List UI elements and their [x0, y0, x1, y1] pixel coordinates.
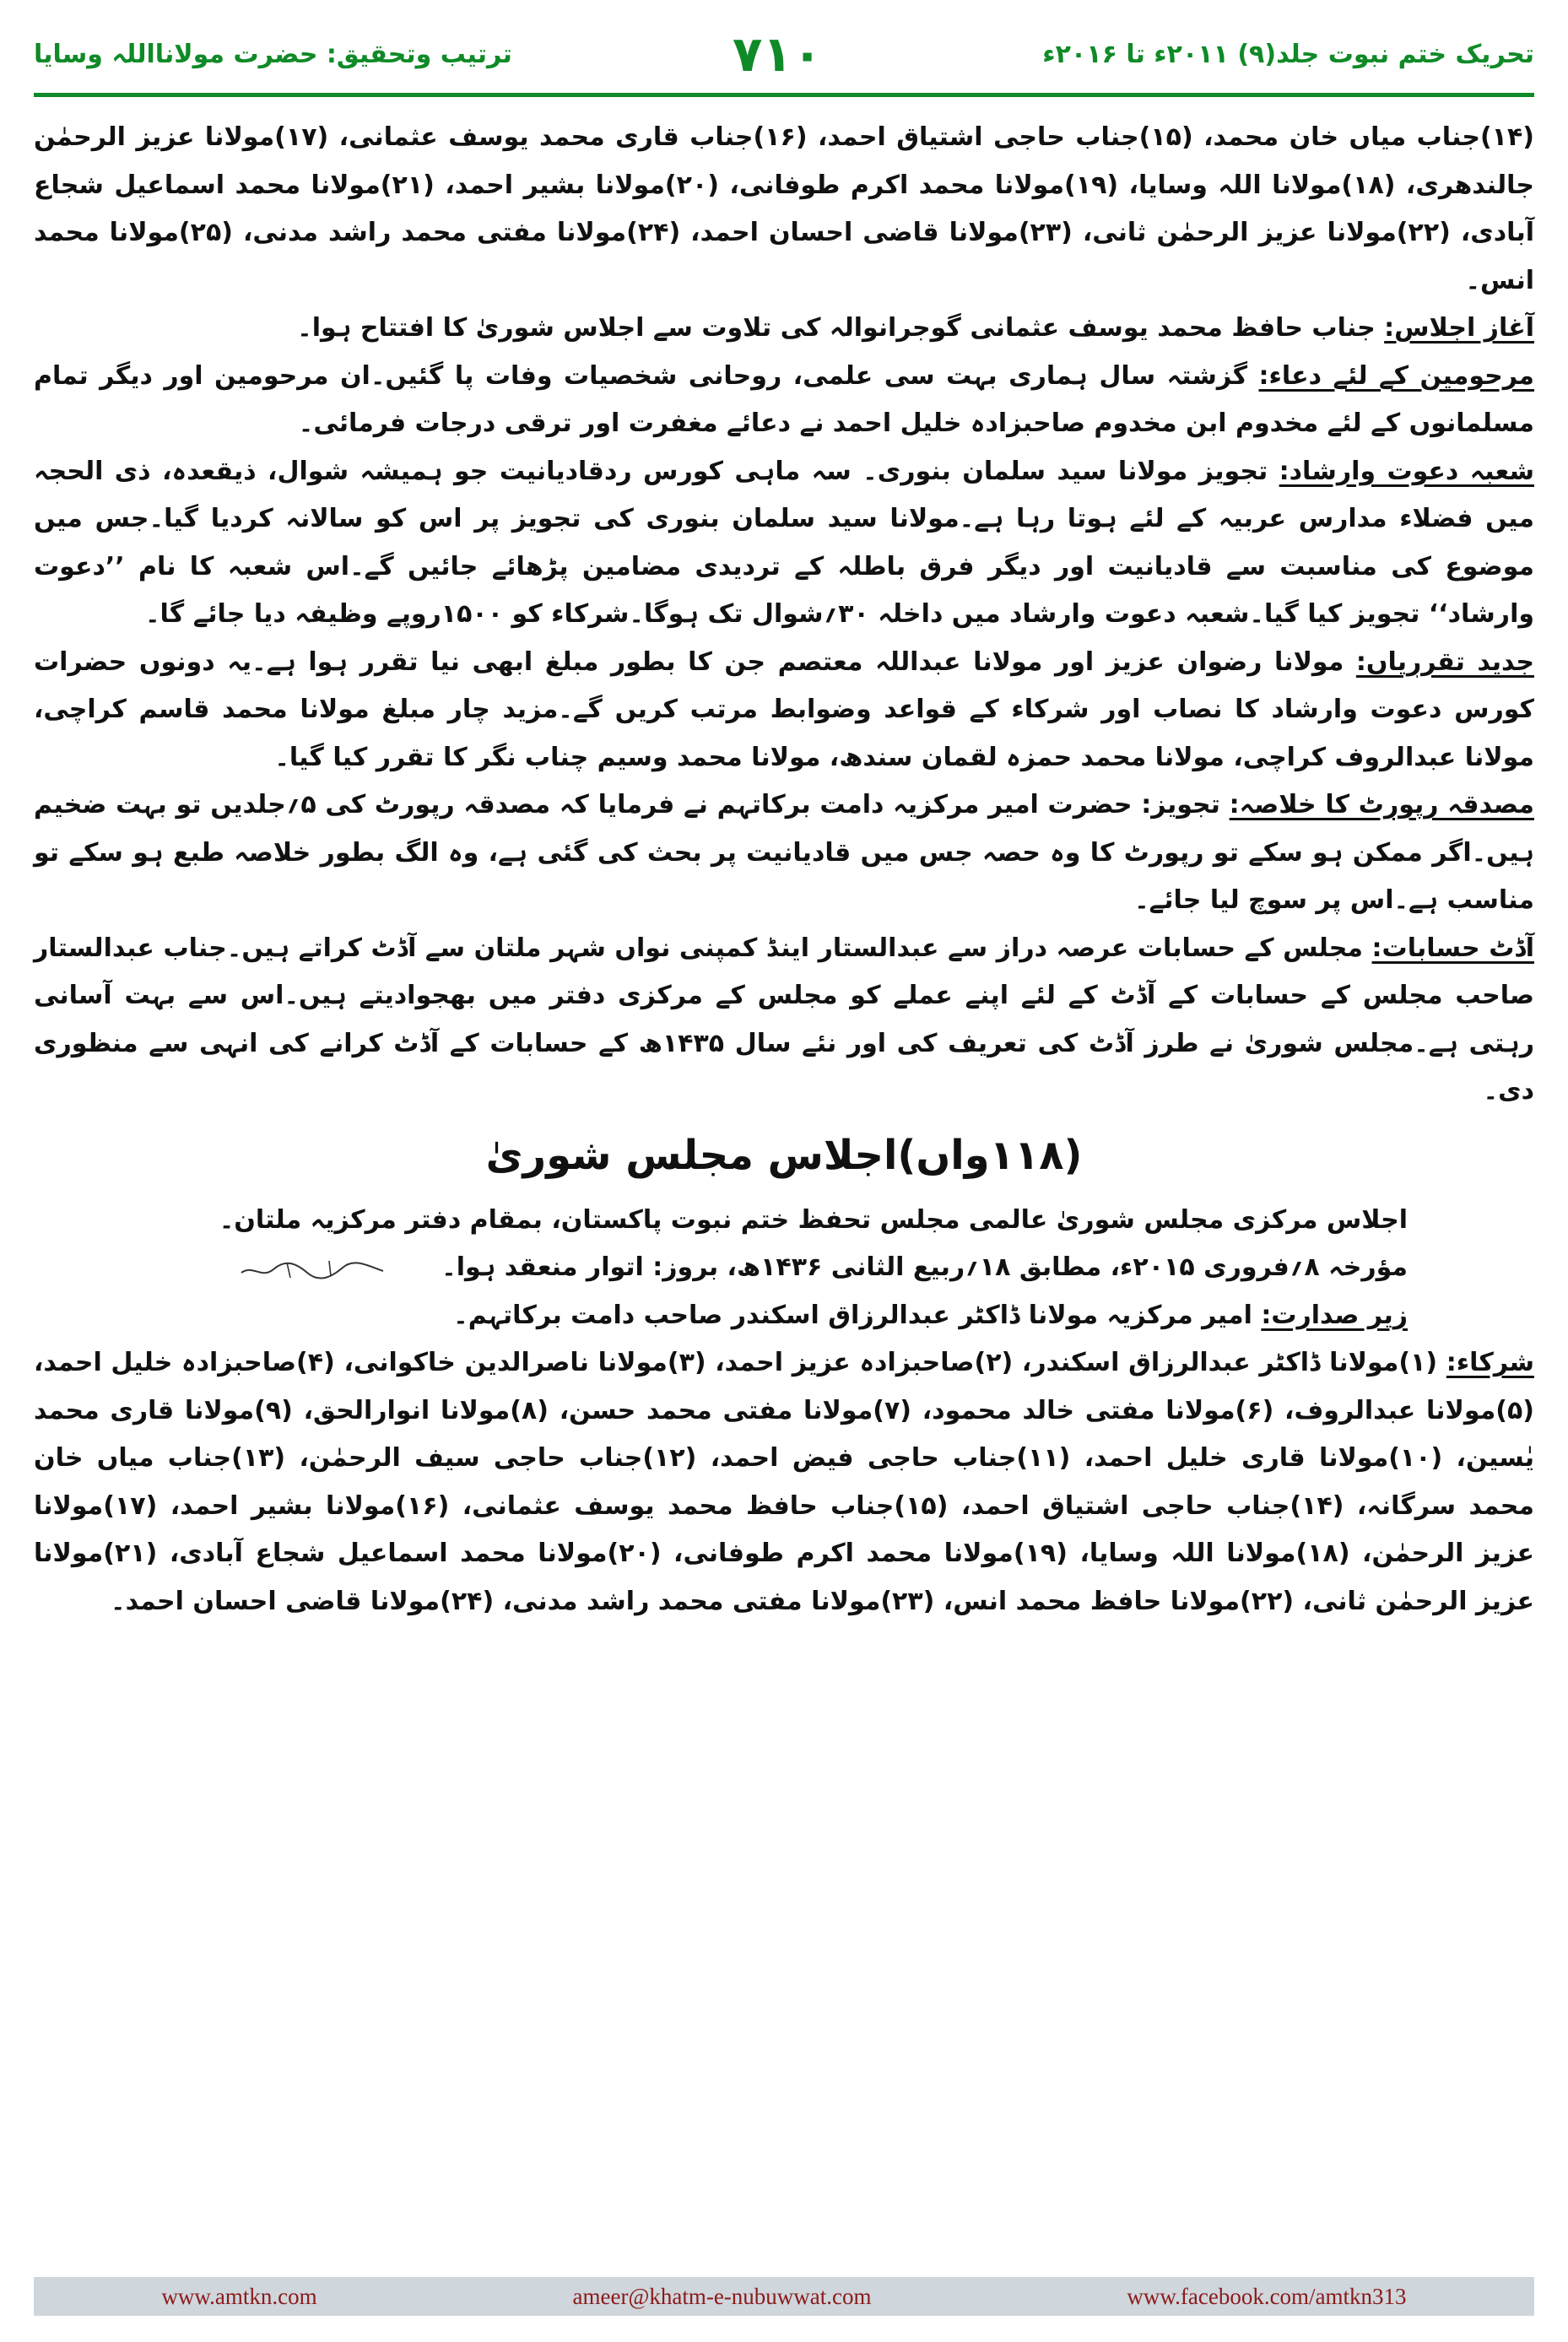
participants-section	[34, 1339, 1534, 1625]
audit-text: مجلس کے حسابات عرصہ دراز سے عبدالستار اینڈ کمپنی نواں شہر ملتان سے آڈٹ کراتے ہیں۔جناب عبدالستار صاحب مجلس کے حسابات کے آڈٹ کے لئے اپنے عملے کو مجلس کے مرکزی دفتر میں بھجوادیتے ہیں۔اس سے بہت آسانی رہتی ہے۔مجلس شوریٰ نے طرز آڈٹ کی تعریف کی اور نئے سال ۱۴۳۵ھ کے حسابات کے آڈٹ کرانے کی انہی سے منظوری دی۔	[34, 933, 1534, 1106]
page-number: ۷۱۰	[733, 25, 823, 83]
header-divider	[34, 93, 1534, 97]
audit-section	[34, 925, 1534, 1116]
appointments-label: جدید تقرریاں:	[1355, 646, 1534, 677]
footer-facebook-link[interactable]: www.facebook.com/amtkn313	[1127, 2283, 1407, 2309]
footer-website-link[interactable]: www.amtkn.com	[161, 2283, 317, 2309]
session-venue: اجلاس مرکزی مجلس شوریٰ عالمی مجلس تحفظ ختم نبوت پاکستان، بمقام دفتر مرکزیہ ملتان۔	[219, 1204, 1408, 1235]
dawat-text: تجویز مولانا سید سلمان بنوری۔ سہ ماہی کورس ردقادیانیت جو ہمیشہ شوال، ذیقعدہ، ذی الحجہ میں فضلاء مدارس عربیہ کے لئے ہوتا رہا ہے۔مولانا سید سلمان بنوری کی تجویز پر اس کو سالانہ کردیا گیا۔جس میں موضوع کی مناسبت سے قادیانیت اور دیگر فرق باطلہ کے تردیدی مضامین پڑھائے جائیں گے۔اس شعبہ کا نام ’’دعوت وارشاد‘‘ تجویز کیا گیا۔شعبہ دعوت وارشاد میں داخلہ ۳۰؍شوال تک ہوگا۔شرکاء کو ۱۵۰۰روپے وظیفہ دیا جائے گا۔	[34, 456, 1534, 629]
page-footer	[34, 2277, 1534, 2316]
prayer-text: گزشتہ سال ہماری بہت سی علمی، روحانی شخصیات وفات پا گئیں۔ان مرحومین اور دیگر تمام مسلمانوں کے لئے مخدوم ابن مخدوم صاحبزادہ خلیل احمد نے دعائے مغفرت اور ترقی درجات فرمائی۔	[34, 360, 1534, 438]
compiler-credit: ترتیب وتحقیق: حضرت مولانااللہ وسایا	[34, 39, 512, 69]
audit-label: آڈٹ حسابات:	[1371, 933, 1534, 963]
footer-email-link[interactable]: ameer@khatm-e-nubuwwat.com	[572, 2283, 872, 2309]
chair-section	[34, 1292, 1534, 1340]
opening-section	[34, 305, 1534, 353]
series-title: تحریک ختم نبوت جلد(۹) ۲۰۱۱ء تا ۲۰۱۶ء	[1042, 39, 1534, 69]
prayer-label: مرحومین کے لئے دعاء:	[1258, 360, 1534, 391]
report-text: تجویز: حضرت امیر مرکزیہ دامت برکاتہم نے فرمایا کہ مصدقہ رپورٹ کی ۵؍جلدیں تو بہت ضخیم ہیں۔اگر ممکن ہو سکے تو رپورٹ کا وہ حصہ جس میں قادیانیت پر بحث کی گئی ہے، وہ الگ بطور خلاصہ طبع ہو سکے تو مناسب ہے۔اس پر سوچ لیا جائے۔	[34, 790, 1534, 915]
report-section	[34, 782, 1534, 925]
page-header	[34, 20, 1534, 88]
participants-label: شرکاء:	[1446, 1348, 1535, 1377]
dawat-label: شعبہ دعوت وارشاد:	[1279, 456, 1534, 486]
session-date: مؤرخہ ۸؍فروری ۲۰۱۵ء، مطابق ۱۸؍ربیع الثانی ۱۴۳۶ھ، بروز: اتوار منعقد ہوا۔	[441, 1252, 1408, 1282]
page-body	[34, 114, 1534, 1625]
session-heading: (۱۱۸واں)اجلاس مجلس شوریٰ	[485, 1131, 1083, 1179]
opening-label: آغاز اجلاس:	[1384, 313, 1534, 343]
appointments-text: مولانا رضوان عزیز اور مولانا عبداللہ معتصم جن کا بطور مبلغ ابھی نیا تقرر ہوا ہے۔یہ دونوں حضرات کورس دعوت وارشاد کا نصاب اور شرکاء کے قواعد وضوابط مرتب کریں گے۔مزید چار مبلغ مولانا محمد قاسم کراچی، مولانا عبدالروف کراچی، مولانا محمد حمزہ لقمان سندھ، مولانا محمد وسیم چناب نگر کا تقرر کیا گیا۔	[34, 646, 1534, 772]
handwritten-signature	[236, 1258, 388, 1283]
opening-text: جناب حافظ محمد یوسف عثمانی گوجرانوالہ کی تلاوت سے اجلاس شوریٰ کا افتتاح ہوا۔	[297, 313, 1385, 343]
prayer-section	[34, 353, 1534, 448]
participants-text: (۱)مولانا ڈاکٹر عبدالرزاق اسکندر، (۲)صاحبزادہ عزیز احمد، (۳)مولانا ناصرالدین خاکوانی، (۴)صاحبزادہ خلیل احمد، (۵)مولانا عبدالروف، (۶)مولانا مفتی خالد محمود، (۷)مولانا مفتی محمد حسن، (۸)مولانا انوارالحق، (۹)مولانا قاری محمد یٰسین، (۱۰)مولانا قاری خلیل احمد، (۱۱)جناب حاجی فیض احمد، (۱۲)جناب حاجی سیف الرحمٰن، (۱۳)جناب میاں خان محمد سرگانہ، (۱۴)جناب حاجی اشتیاق احمد، (۱۵)جناب حافظ محمد یوسف عثمانی، (۱۶)مولانا بشیر احمد، (۱۷)مولانا عزیز الرحمٰن، (۱۸)مولانا اللہ وسایا، (۱۹)مولانا محمد اکرم طوفانی، (۲۰)مولانا محمد اسماعیل شجاع آبادی، (۲۱)مولانا عزیز الرحمٰن ثانی، (۲۲)مولانا حافظ محمد انس، (۲۳)مولانا مفتی محمد راشد مدنی، (۲۴)مولانا قاضی احسان احمد۔	[34, 1348, 1535, 1616]
chair-text: امیر مرکزیہ مولانا ڈاکٹر عبدالرزاق اسکندر صاحب دامت برکاتہم۔	[453, 1300, 1262, 1330]
report-label: مصدقہ رپورٹ کا خلاصہ:	[1229, 790, 1534, 819]
appointments-section	[34, 639, 1534, 782]
dawat-section	[34, 448, 1534, 639]
chair-label: زیر صدارت:	[1261, 1300, 1408, 1330]
attendees-continued: (۱۴)جناب میاں خان محمد، (۱۵)جناب حاجی اشتیاق احمد، (۱۶)جناب قاری محمد یوسف عثمانی، (۱۷)مولانا عزیز الرحمٰن جالندھری، (۱۸)مولانا اللہ وسایا، (۱۹)مولانا محمد اکرم طوفانی، (۲۰)مولانا بشیر احمد، (۲۱)مولانا محمد اسماعیل شجاع آبادی، (۲۲)مولانا عزیز الرحمٰن ثانی، (۲۳)مولانا قاضی احسان احمد، (۲۴)مولانا مفتی محمد راشد مدنی، (۲۵)مولانا محمد انس۔	[34, 122, 1535, 295]
